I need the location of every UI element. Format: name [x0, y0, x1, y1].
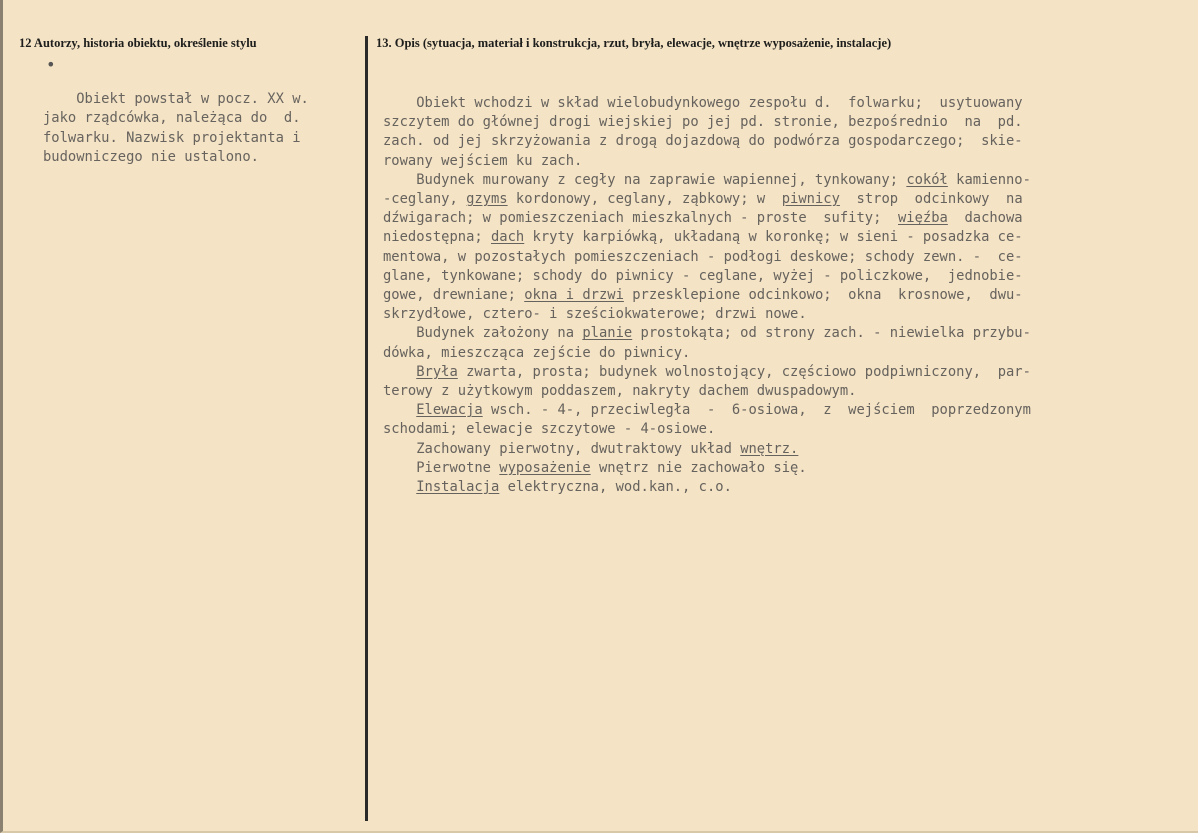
- description-line: [383, 171, 1153, 190]
- text-segment: kryty karpiówką, układaną w koronkę; w sieni - posadzka ce-: [524, 229, 1023, 246]
- text-segment: Budynek założony na: [383, 325, 583, 342]
- description-line: [383, 228, 1153, 247]
- underlined-term: gzyms: [466, 191, 508, 208]
- underlined-term: Elewacja: [416, 402, 483, 419]
- underlined-term: cokół: [906, 171, 948, 188]
- text-segment: [383, 402, 416, 418]
- underlined-term: piwnicy: [781, 191, 840, 208]
- text-segment: niedostępna;: [383, 229, 491, 246]
- underlined-term: wyposażenie: [499, 459, 591, 476]
- description-line: [383, 94, 1153, 113]
- underlined-term: więźba: [898, 210, 948, 227]
- description-line: [383, 305, 1153, 324]
- text-segment: mentowa, w pozostałych pomieszczeniach - podłogi deskowe; schody zewn. - ce-: [383, 248, 1023, 265]
- text-segment: skrzydłowe, cztero- i sześciokwaterowe; drzwi nowe.: [383, 306, 807, 323]
- text-segment: Zachowany pierwotny, dwutraktowy układ: [383, 440, 741, 457]
- text-segment: zach. od jej skrzyżowania z drogą dojazdową do podwórza gospodarczego; skie-: [383, 133, 1023, 150]
- description-line: [383, 401, 1153, 420]
- description-line: [383, 420, 1153, 439]
- text-segment: kamienno-: [947, 171, 1031, 188]
- description-line: [383, 267, 1153, 286]
- description-line: [383, 324, 1153, 343]
- history-text: [43, 90, 363, 168]
- text-segment: [383, 479, 416, 495]
- history-line: budowniczego nie ustalono.: [43, 149, 259, 166]
- section-12-header: 12 Autorzy, historia obiektu, określenie stylu: [19, 36, 257, 50]
- text-segment: [383, 364, 416, 380]
- text-segment: Pierwotne: [383, 459, 500, 476]
- underlined-term: okna i drzwi: [524, 287, 624, 304]
- description-line: [383, 363, 1153, 382]
- text-segment: elektryczna, wod.kan., c.o.: [499, 479, 732, 496]
- text-segment: szczytem do głównej drogi wiejskiej po jej pd. stronie, bezpośrednio na pd.: [383, 114, 1023, 131]
- text-segment: zwarta, prosta; budynek wolnostojący, częściowo podpiwniczony, par-: [457, 363, 1031, 380]
- description-line: [383, 248, 1153, 267]
- text-segment: dachowa: [947, 210, 1023, 227]
- text-segment: strop odcinkowy na: [839, 191, 1023, 208]
- underlined-term: planie: [582, 325, 633, 342]
- text-segment: -ceglany,: [383, 191, 467, 208]
- history-line: jako rządcówka, należąca do d.: [43, 110, 301, 127]
- description-line: [383, 382, 1153, 401]
- text-segment: wsch. - 4-, przeciwległa - 6-osiowa, z wejściem poprzedzonym: [482, 402, 1031, 419]
- description-line: [383, 459, 1153, 478]
- text-segment: terowy z użytkowym poddaszem, nakryty dachem dwuspadowym.: [383, 383, 857, 400]
- underlined-term: dach: [490, 229, 525, 246]
- history-line: Obiekt powstał w pocz. XX w.: [43, 91, 309, 107]
- text-segment: Budynek murowany z cegły na zaprawie wapiennej, tynkowany;: [383, 171, 907, 188]
- description-line: [383, 478, 1153, 497]
- text-segment: Obiekt wchodzi w skład wielobudynkowego zespołu d. folwarku; usytuowany: [383, 95, 1023, 111]
- history-line: folwarku. Nazwisk projektanta i: [43, 129, 301, 146]
- description-line: [383, 344, 1153, 363]
- description-line: [383, 132, 1153, 151]
- description-line: [383, 209, 1153, 228]
- description-line: [383, 152, 1153, 171]
- underlined-term: wnętrz.: [740, 440, 799, 457]
- text-segment: prostokąta; od strony zach. - niewielka przybu-: [632, 325, 1031, 342]
- description-line: [383, 190, 1153, 209]
- section-13-header: 13. Opis (sytuacja, materiał i konstrukcja, rzut, bryła, elewacje, wnętrze wyposażenie, instalacje): [376, 36, 892, 50]
- description-line: [383, 440, 1153, 459]
- description-line: [383, 286, 1153, 305]
- underlined-term: Instalacja: [416, 479, 500, 496]
- text-segment: dówka, mieszcząca zejście do piwnicy.: [383, 344, 691, 361]
- underlined-term: Bryła: [416, 363, 458, 380]
- margin-mark: •: [46, 55, 56, 74]
- text-segment: kordonowy, ceglany, ząbkowy; w: [507, 191, 782, 208]
- description-text: [383, 94, 1153, 497]
- text-segment: gowe, drewniane;: [383, 287, 525, 304]
- description-line: [383, 113, 1153, 132]
- text-segment: dźwigarach; w pomieszczeniach mieszkalnych - proste sufity;: [383, 210, 898, 227]
- text-segment: przesklepione odcinkowo; okna krosnowe, dwu-: [623, 287, 1023, 304]
- text-segment: wnętrz nie zachowało się.: [590, 459, 807, 476]
- text-segment: glane, tynkowane; schody do piwnicy - ceglane, wyżej - policzkowe, jednobie-: [383, 267, 1023, 284]
- text-segment: rowany wejściem ku zach.: [383, 152, 583, 169]
- text-segment: schodami; elewacje szczytowe - 4-osiowe.: [383, 421, 716, 438]
- column-divider: [365, 36, 368, 821]
